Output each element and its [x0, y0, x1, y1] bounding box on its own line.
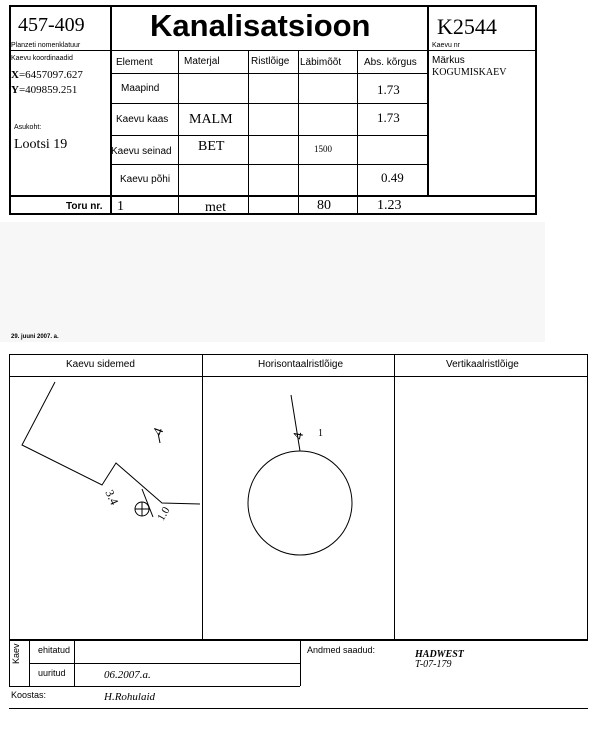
built-label: ehitatud — [38, 645, 71, 655]
pipe-label: Toru nr. — [66, 201, 103, 212]
pipe-height: 1.23 — [377, 198, 402, 213]
row-height: 1.73 — [377, 110, 400, 125]
address-label: Asukoht: — [14, 124, 42, 131]
row-height: 1.73 — [377, 82, 400, 97]
surveyed-value: 06.2007.a. — [104, 669, 151, 681]
date-line: 29. juuni 2007. a. — [11, 334, 59, 340]
nomenclature-number: 457-409 — [18, 14, 85, 36]
pipe-material: met — [205, 200, 226, 215]
data-from-1: HADWEST — [415, 649, 464, 660]
sketch2-sub: 1 — [318, 428, 323, 439]
row-material: MALM — [189, 112, 233, 127]
sketch1-left-label: 3.4 — [102, 487, 122, 508]
data-from-label: Andmed saadud: — [307, 645, 376, 655]
row-element: Kaevu põhi — [120, 174, 171, 185]
panel-title-horizontal: Horisontaalristlõige — [258, 359, 344, 370]
row-element: Maapind — [121, 83, 160, 94]
row-height: 0.49 — [381, 170, 404, 185]
data-from-2: T-07-179 — [415, 659, 452, 670]
table-header-material: Materjal — [184, 56, 220, 67]
page-title: Kanalisatsioon — [150, 8, 371, 43]
compiled-value: H.Rohulaid — [104, 691, 156, 703]
row-material: BET — [198, 139, 225, 154]
row-element: Kaevu seinad — [111, 146, 172, 157]
row-diameter: 1500 — [314, 144, 332, 154]
horizontal-section-sketch — [203, 377, 394, 639]
sketch1-right-label: 1.0 — [155, 505, 173, 523]
table-header-cross: Ristlõige — [251, 56, 290, 67]
coords-label: Kaevu koordinaadid — [11, 55, 73, 62]
panel-title-vertical: Vertikaalristlõige — [446, 359, 519, 370]
table-header-element: Element — [116, 57, 153, 68]
sketch2-mark: 4 — [291, 431, 308, 441]
x-coord: X=6457097.627 — [11, 69, 83, 81]
table-header-diameter: Läbimõõt — [300, 57, 342, 68]
sketch1-mark: 4 — [150, 425, 168, 438]
address-value: Lootsi 19 — [14, 137, 68, 152]
remarks-label: Märkus — [432, 55, 465, 66]
well-label: Kaevu nr — [432, 42, 461, 49]
pipe-diameter: 80 — [317, 198, 331, 213]
row-element: Kaevu kaas — [116, 114, 169, 125]
nomenclature-label: Planzeti nomenklatuur — [11, 42, 81, 49]
connections-sketch — [10, 377, 202, 639]
y-coord: Y=409859.251 — [11, 84, 78, 96]
surveyed-label: uuritud — [38, 668, 66, 678]
pipe-number: 1 — [117, 199, 124, 214]
panel-title-connections: Kaevu sidemed — [66, 359, 135, 370]
compiled-label: Koostas: — [11, 690, 47, 700]
remarks-value: KOGUMISKAEV — [432, 67, 507, 78]
vertical-label: Kaev — [11, 643, 21, 664]
scan-shadow — [0, 222, 545, 342]
table-header-height: Abs. kõrgus — [364, 57, 417, 68]
well-id: K2544 — [437, 14, 497, 39]
